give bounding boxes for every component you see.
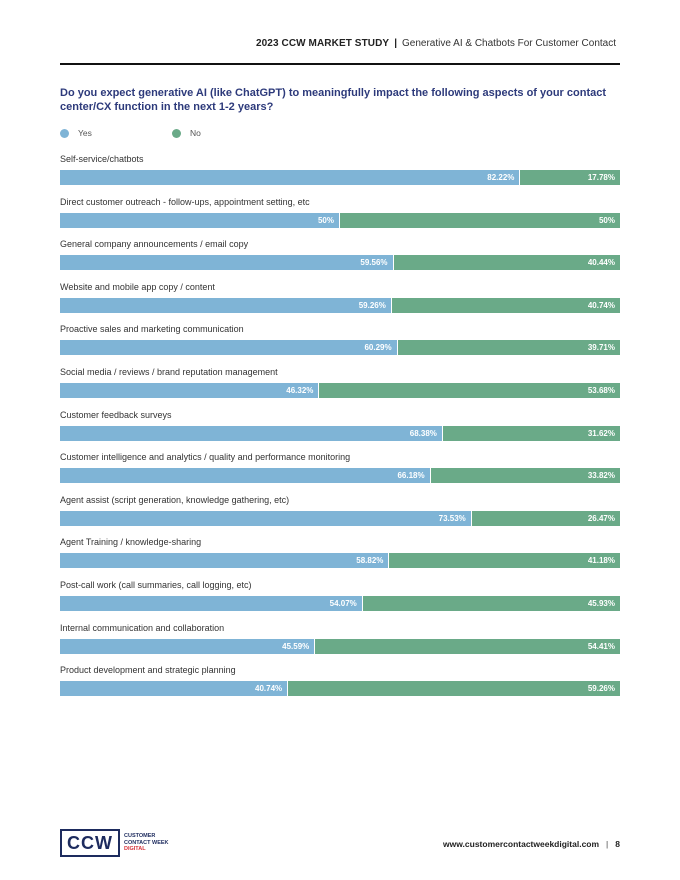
stacked-bar (60, 553, 620, 568)
category-label: Direct customer outreach - follow-ups, appointment setting, etc (60, 196, 310, 207)
category-label: Website and mobile app copy / content (60, 281, 215, 292)
stacked-bar (60, 255, 620, 270)
logo-mark: CCW (60, 829, 120, 857)
value-label-no: 33.82% (587, 471, 615, 481)
bar-segment-yes (60, 383, 319, 398)
header-separator: | (394, 38, 398, 49)
bar-row (60, 197, 620, 231)
bar-row (60, 410, 620, 444)
footer-separator: | (606, 839, 609, 849)
bar-segment-no (443, 426, 620, 441)
stacked-bar (60, 681, 620, 696)
category-label: Proactive sales and marketing communication (60, 324, 244, 335)
page-header (60, 38, 616, 49)
value-label-yes: 50% (317, 215, 334, 225)
stacked-bar (60, 340, 620, 355)
bar-segment-yes (60, 298, 392, 313)
bar-segment-yes (60, 255, 394, 270)
chart-legend (60, 128, 360, 142)
legend-no-label: No (190, 128, 201, 138)
category-label: Self-service/chatbots (60, 154, 144, 164)
category-label: Social media / reviews / brand reputation management (60, 367, 278, 377)
bar-segment-yes (60, 553, 389, 568)
bar-segment-yes (60, 511, 472, 526)
value-label-yes: 58.82% (356, 556, 384, 566)
logo-wordmark (124, 833, 169, 853)
logo-line-1: CUSTOMER (124, 833, 156, 840)
value-label-yes: 73.53% (438, 513, 466, 523)
legend-yes-label: Yes (78, 128, 92, 138)
logo-line-3: DIGITAL (124, 846, 146, 853)
stacked-bar (60, 170, 620, 185)
bar-segment-yes (60, 213, 340, 228)
bar-segment-no (472, 511, 620, 526)
bar-row (60, 623, 620, 657)
value-label-yes: 45.59% (282, 641, 310, 651)
page-number: 8 (615, 839, 620, 849)
category-label: Customer intelligence and analytics / quality and performance monitoring (60, 452, 351, 463)
value-label-no: 26.47% (587, 513, 615, 523)
value-label-yes: 60.29% (364, 343, 392, 353)
stacked-bar (60, 426, 620, 441)
logo-line-2: CONTACT WEEK (124, 839, 169, 846)
legend-item-yes (60, 128, 92, 138)
study-title: 2023 CCW MARKET STUDY (255, 38, 390, 49)
bar-row (60, 537, 620, 571)
stacked-bar (60, 596, 620, 611)
value-label-yes: 59.56% (360, 258, 388, 268)
value-label-yes: 40.74% (255, 684, 283, 694)
value-label-no: 40.74% (587, 300, 615, 310)
value-label-no: 39.71% (587, 343, 615, 353)
bar-segment-yes (60, 596, 363, 611)
value-label-yes: 68.38% (409, 428, 437, 438)
bar-segment-yes (60, 468, 431, 483)
bar-segment-no (288, 681, 620, 696)
bar-segment-no (394, 255, 620, 270)
value-label-no: 41.18% (587, 556, 615, 566)
category-label: Customer feedback surveys (60, 409, 172, 420)
value-label-yes: 82.22% (487, 173, 515, 182)
value-label-no: 50% (598, 215, 615, 225)
value-label-no: 54.41% (587, 641, 615, 651)
bar-segment-yes (60, 426, 443, 441)
category-label: Agent Training / knowledge-sharing (60, 537, 202, 548)
category-label: Agent assist (script generation, knowledge gathering, etc) (60, 494, 290, 505)
bar-segment-no (363, 596, 620, 611)
legend-item-no (172, 128, 201, 138)
stacked-bar (60, 468, 620, 483)
bar-row (60, 324, 620, 358)
stacked-bar (60, 383, 620, 398)
value-label-no: 31.62% (587, 428, 615, 438)
value-label-yes: 66.18% (397, 471, 425, 481)
bar-segment-yes (60, 639, 315, 654)
bar-row (60, 495, 620, 529)
bar-segment-no (392, 298, 620, 313)
value-label-yes: 46.32% (286, 386, 314, 395)
stacked-bar (60, 298, 620, 313)
value-label-yes: 59.26% (358, 300, 386, 310)
bar-segment-no (398, 340, 620, 355)
category-label: Internal communication and collaboration (60, 622, 225, 633)
legend-no-swatch (172, 129, 181, 138)
bar-segment-yes (60, 170, 520, 185)
bar-segment-yes (60, 340, 398, 355)
value-label-no: 17.78% (587, 173, 615, 182)
stacked-bar (60, 639, 620, 654)
value-label-no: 40.44% (587, 258, 615, 268)
bar-segment-no (340, 213, 620, 228)
value-label-yes: 54.07% (329, 599, 357, 608)
ccw-logo (60, 829, 169, 857)
stacked-bar (60, 511, 620, 526)
bar-row (60, 239, 620, 273)
header-subtitle: Generative AI & Chatbots For Customer Contact (402, 38, 616, 49)
bar-row (60, 282, 620, 316)
value-label-no: 45.93% (587, 599, 615, 608)
bar-row (60, 665, 620, 699)
header-rule (60, 63, 620, 65)
bar-segment-no (319, 383, 620, 398)
bar-row (60, 452, 620, 486)
bar-segment-no (315, 639, 620, 654)
page-footer (443, 839, 620, 849)
bar-row (60, 580, 620, 614)
chart-title: Do you expect generative AI (like ChatGPT) to meaningfully impact the following aspects of your contact center/CX function in the next 1-2 years? (60, 87, 607, 113)
bar-segment-no (520, 170, 620, 185)
footer-url-link[interactable]: www.customercontactweekdigital.com (443, 839, 600, 849)
legend-yes-swatch (60, 129, 69, 138)
bar-row (60, 154, 620, 188)
category-label: Product development and strategic planning (60, 665, 236, 676)
bar-segment-yes (60, 681, 288, 696)
stacked-bar (60, 213, 620, 228)
value-label-no: 59.26% (587, 684, 615, 694)
bar-segment-no (431, 468, 620, 483)
category-label: General company announcements / email copy (60, 239, 249, 250)
category-label: Post-call work (call summaries, call logging, etc) (60, 580, 252, 590)
bar-segment-no (389, 553, 620, 568)
bar-row (60, 367, 620, 401)
stacked-bar-chart (60, 154, 620, 714)
value-label-no: 53.68% (587, 386, 615, 395)
